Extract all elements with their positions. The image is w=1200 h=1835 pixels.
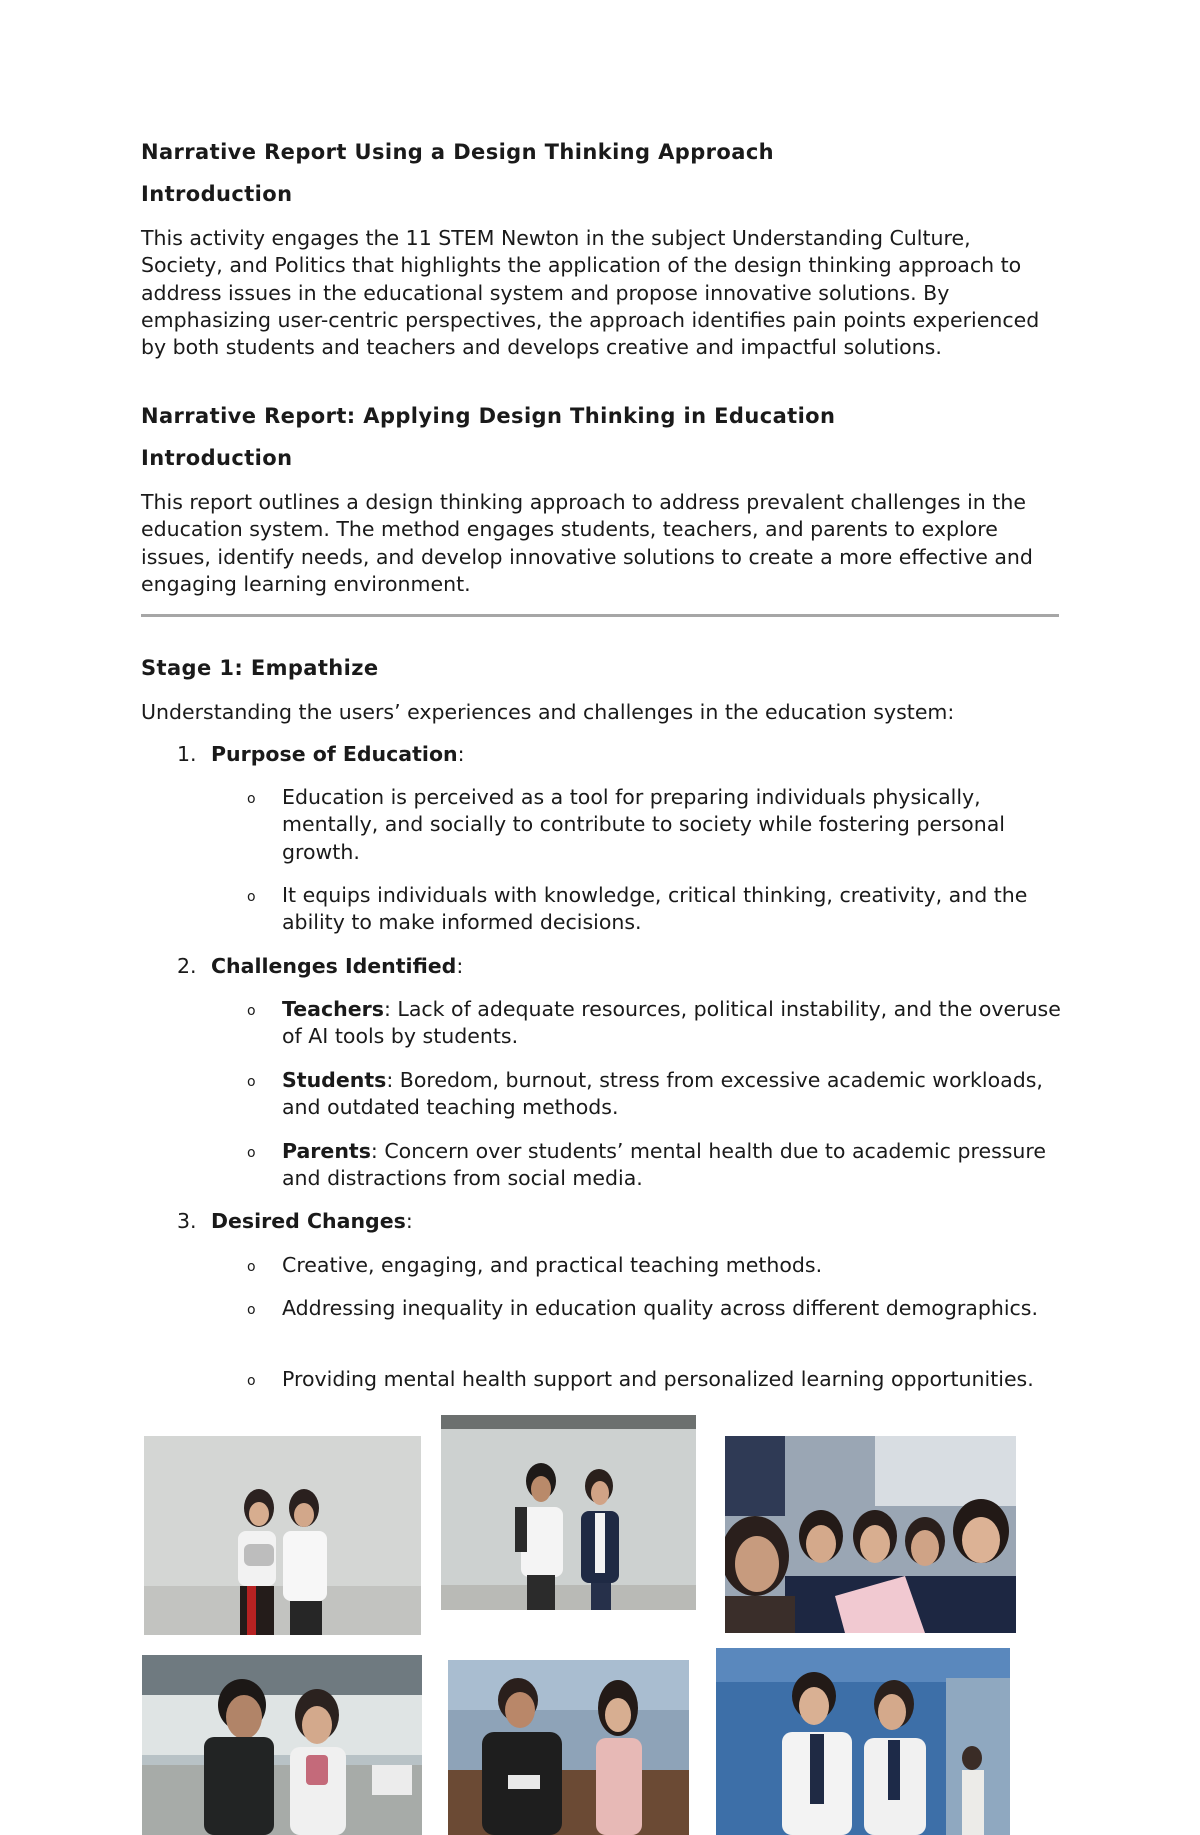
bullet-glyph: o: [247, 1003, 256, 1019]
document-title: Narrative Report Using a Design Thinking Approach: [141, 140, 775, 164]
intro-paragraph-2: This report outlines a design thinking approach to address prevalent challenges in the education system. The method engages students, teachers, and parents to explore issues, identify needs, and develop innovative solutions to create a more effective and engaging learning environment.: [141, 490, 1033, 596]
section-title: Narrative Report: Applying Design Thinking in Education: [141, 404, 836, 428]
bullet-glyph: o: [247, 1259, 256, 1275]
photo-students-wall: [144, 1436, 421, 1635]
bullet-bold: Parents: [282, 1139, 371, 1163]
bullet-glyph: o: [247, 1074, 256, 1090]
list-item-suffix: :: [457, 742, 465, 766]
bullet-text: [282, 1252, 1062, 1279]
bullet-text: [282, 1067, 1062, 1122]
list-item-suffix: :: [405, 1209, 413, 1233]
photo-interview: [448, 1660, 689, 1835]
intro-heading: Introduction: [141, 182, 293, 206]
bullet-text-body: Creative, engaging, and practical teaching methods.: [282, 1253, 823, 1277]
list-item-label-bold: Purpose of Education: [211, 742, 458, 766]
photo-students-corridor: [716, 1648, 1010, 1835]
bullet-text: [282, 1295, 1062, 1322]
bullet-text-body: It equips individuals with knowledge, critical thinking, creativity, and the ability to make informed decisions.: [282, 883, 1028, 935]
bullet-glyph: o: [247, 791, 256, 807]
list-number: 2.: [177, 954, 197, 978]
list-item-label: [211, 954, 463, 978]
bullet-bold: Teachers: [282, 997, 384, 1021]
horizontal-divider: [141, 614, 1059, 617]
bullet-text-body: Education is perceived as a tool for preparing individuals physically, mentally, and socially to contribute to society while fostering personal growth.: [282, 785, 1005, 864]
intro-heading-2: Introduction: [141, 446, 293, 470]
bullet-bold: Students: [282, 1068, 387, 1092]
bullet-text-body: Addressing inequality in education quality across different demographics.: [282, 1296, 1039, 1320]
bullet-text: [282, 1138, 1062, 1193]
bullet-glyph: o: [247, 889, 256, 905]
intro-paragraph: This activity engages the 11 STEM Newton in the subject Understanding Culture, Society, and Politics that highlights the application of the design thinking approach to address issues in the educational system and propose innovative solutions. By emphasizing user-centric perspectives, the approach identifies pain points experienced by both students and teachers and develops creative and impactful solutions.: [141, 226, 1040, 360]
bullet-glyph: o: [247, 1145, 256, 1161]
list-number: 1.: [177, 742, 197, 766]
bullet-glyph: o: [247, 1302, 256, 1318]
bullet-text-body: : Boredom, burnout, stress from excessive academic workloads, and outdated teaching methods.: [282, 1068, 1043, 1120]
bullet-text: [282, 784, 1062, 866]
bullet-text: [282, 1366, 1062, 1393]
bullet-glyph: o: [247, 1373, 256, 1389]
stage-heading: Stage 1: Empathize: [141, 656, 379, 680]
stage-intro: Understanding the users’ experiences and challenges in the education system:: [141, 700, 955, 724]
list-item-label-bold: Desired Changes: [211, 1209, 406, 1233]
list-item-label-bold: Challenges Identified: [211, 954, 457, 978]
bullet-text: [282, 882, 1062, 937]
bullet-text: [282, 996, 1062, 1051]
bullet-text-body: : Concern over students’ mental health due to academic pressure and distractions from social media.: [282, 1139, 1047, 1191]
list-item-label: [211, 742, 465, 766]
list-item-suffix: :: [456, 954, 464, 978]
bullet-text-body: : Lack of adequate resources, political instability, and the overuse of AI tools by students.: [282, 997, 1061, 1049]
photo-students-hall: [142, 1655, 422, 1835]
list-number: 3.: [177, 1209, 197, 1233]
photo-group-selfie: [725, 1436, 1016, 1633]
bullet-text-body: Providing mental health support and personalized learning opportunities.: [282, 1367, 1034, 1391]
list-item-label: [211, 1209, 413, 1233]
photo-students-phone: [441, 1415, 696, 1610]
